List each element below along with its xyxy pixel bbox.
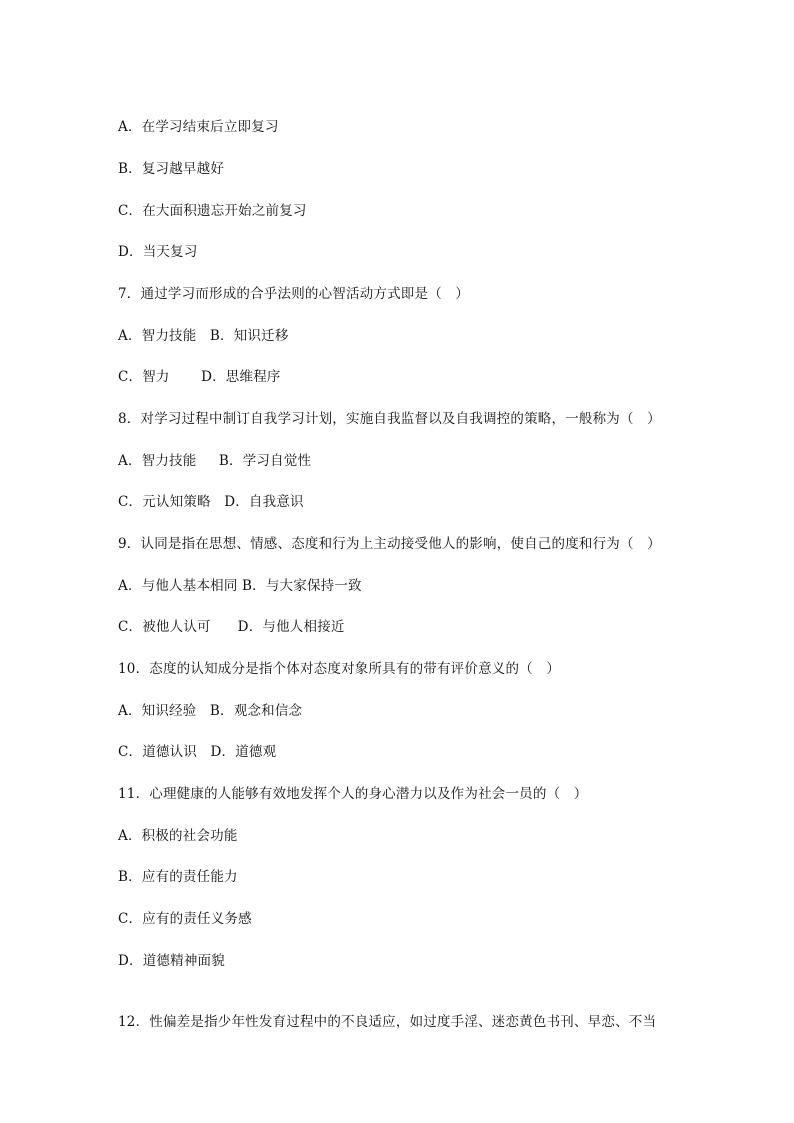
options-cd-q9: C．被他人认可 D．与他人相接近 bbox=[118, 619, 345, 635]
option-b-q6: B．复习越早越好 bbox=[118, 161, 225, 177]
option-a-q11: A．积极的社会功能 bbox=[118, 828, 238, 844]
options-cd-q8: C．元认知策略 D．自我意识 bbox=[118, 494, 304, 510]
options-ab-q9: A．与他人基本相同 B．与大家保持一致 bbox=[118, 578, 362, 594]
question-8: 8．对学习过程中制订自我学习计划，实施自我监督以及自我调控的策略，一般称为（ ） bbox=[118, 411, 661, 427]
option-d-q11: D．道德精神面貌 bbox=[118, 953, 225, 969]
question-9: 9．认同是指在思想、情感、态度和行为上主动接受他人的影响，使自己的度和行为（ ） bbox=[118, 536, 661, 552]
question-11: 11．心理健康的人能够有效地发挥个人的身心潜力以及作为社会一员的（ ） bbox=[118, 786, 588, 802]
options-ab-q8: A．智力技能 B．学习自觉性 bbox=[118, 453, 312, 469]
option-c-q11: C．应有的责任义务感 bbox=[118, 911, 252, 927]
question-10: 10．态度的认知成分是指个体对态度对象所具有的带有评价意义的（ ） bbox=[118, 661, 561, 677]
question-7: 7．通过学习而形成的合乎法则的心智活动方式即是（ ） bbox=[118, 286, 470, 302]
option-a-q6: A．在学习结束后立即复习 bbox=[118, 119, 279, 135]
option-b-q11: B．应有的责任能力 bbox=[118, 869, 238, 885]
options-cd-q7: C．智力 D．思维程序 bbox=[118, 369, 281, 385]
option-c-q6: C．在大面积遗忘开始之前复习 bbox=[118, 203, 307, 219]
options-ab-q10: A．知识经验 B．观念和信念 bbox=[118, 703, 303, 719]
option-d-q6: D．当天复习 bbox=[118, 244, 198, 260]
options-ab-q7: A．智力技能 B．知识迁移 bbox=[118, 328, 289, 344]
question-12: 12．性偏差是指少年性发育过程中的不良适应，如过度手淫、迷恋黄色书刊、早恋、不当 bbox=[118, 1014, 657, 1030]
options-cd-q10: C．道德认识 D．道德观 bbox=[118, 744, 277, 760]
